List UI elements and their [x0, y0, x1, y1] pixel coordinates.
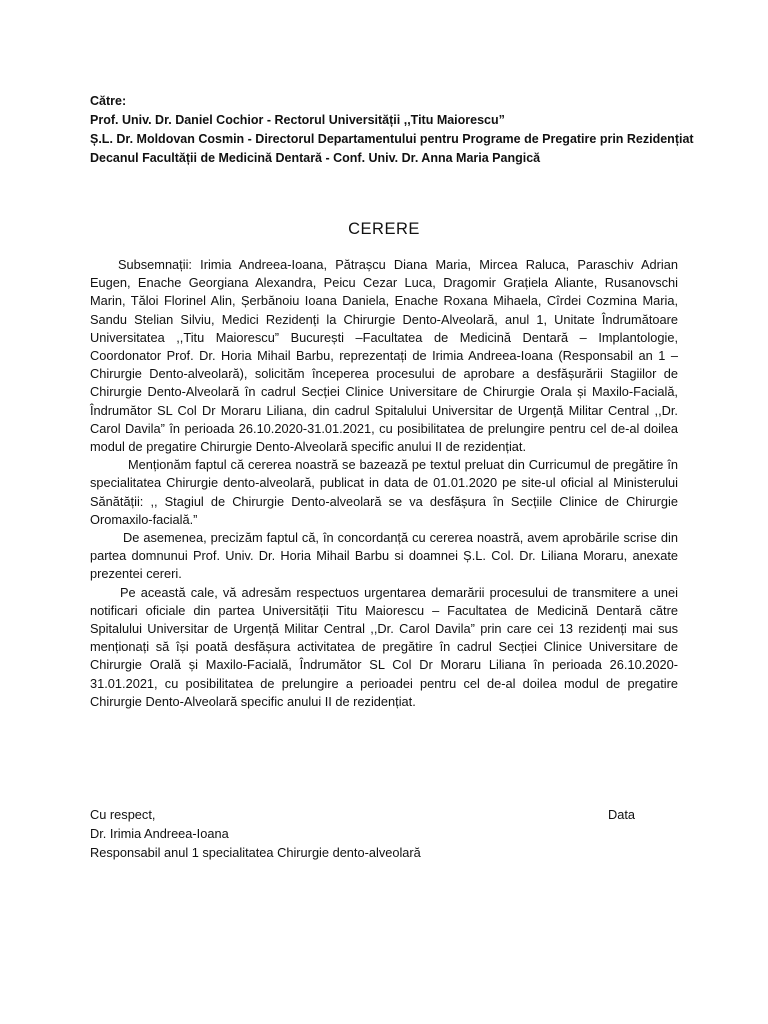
- paragraph-request: Subsemnații: Irimia Andreea-Ioana, Pătrașcu Diana Maria, Mircea Raluca, Paraschiv Adrian Eugen, Enache Georgiana Alexandra, Peicu Cezar Luca, Dragomir Grațiela Aliante, Rusanovschi Marin, Tăloi Florinel Alin, Șerbănoiu Ioana Daniela, Enache Roxana Mihaela, Cîrdei Cozmina Maria, Sandu Stelian Silviu, Medici Rezidenți la Chirurgie Dento-Alveolară, anul 1, Unitate Îndrumătoare Universitatea ,,Titu Maiorescu” București –Facultatea de Medicină Dentară – Implantologie, Coordonator Prof. Dr. Horia Mihail Barbu, reprezentați de Irimia Andreea-Ioana (Responsabil an 1 – Chirurgie Dento-alveolară), solicităm începerea procesului de aprobare a desfășurării Stagiilor de Chirurgie Dento-Alveolară în cadrul Secției Clinice Universitare de Chirurgie Orala și Maxilo-Facială, Îndrumător SL Col Dr Moraru Liliana, din cadrul Spitalului Universitar de Urgență Militar Central ,,Dr. Carol Davila” în perioada 26.10.2020-31.01.2021, cu posibilitatea de prelungire pentru cel de-al doilea modul de pregatire Chirurgie Dento-Alveolară specific anului II de rezidențiat.: [90, 257, 678, 455]
- addressee-line-director: Ș.L. Dr. Moldovan Cosmin - Directorul Departamentului pentru Programe de Pregatire prin Rezidențiat: [90, 132, 694, 146]
- signatory-name: Dr. Irimia Andreea-Ioana: [90, 826, 229, 841]
- addressee-line-dean: Decanul Facultății de Medicină Dentară - Conf. Univ. Dr. Anna Maria Pangică: [90, 151, 541, 165]
- paragraph-urgency: Pe această cale, vă adresăm respectuos urgentarea demarării procesului de transmitere a unei notificari oficiale din partea Universității Titu Maiorescu – Facultatea de Medicină Dentară către Spitalului Universitar de Urgență Militar Central ,,Dr. Carol Davila” prin care cei 13 rezidenți mai sus menționați să își poată desfășura activitatea de pregătire în cadrul Secției Clinice Universitare de Chirurgie Orală și Maxilo-Facială, Îndrumător SL Col Dr Moraru Liliana în perioada 26.10.2020-31.01.2021, cu posibilitatea de prelungire a perioadei pentru cel de-al doilea modul de pregatire Chirurgie Dento-Alveolară specific anului II de rezidențiat.: [90, 584, 678, 709]
- addressee-block: [90, 92, 730, 168]
- signatory-role: Responsabil anul 1 specialitatea Chirurgie dento-alveolară: [90, 845, 421, 860]
- paragraph-curriculum: Menționăm faptul că cererea noastră se bazează pe textul preluat din Curricumul de pregătire în specialitatea Chirurgie dento-alveolară, publicat in data de 01.01.2020 pe site-ul oficial al Ministerului Sănătății: ,, Stagiul de Chirurgie Dento-alveolară se va desfășura în Secțiile Clinice de Chirurgie Oromaxilo-facială.”: [90, 457, 678, 527]
- addressee-line-rector: Prof. Univ. Dr. Daniel Cochior - Rectorul Universității ,,Titu Maiorescu”: [90, 113, 505, 127]
- addressee-label: Către:: [90, 94, 127, 108]
- closing-block: [90, 805, 690, 862]
- document-title: CERERE: [348, 220, 420, 238]
- document-body: [90, 256, 678, 711]
- closing-salutation: Cu respect,: [90, 807, 156, 822]
- date-label: Data: [608, 807, 636, 822]
- paragraph-approvals: De asemenea, precizăm faptul că, în concordanță cu cererea noastră, avem aprobările scrise din partea domnunui Prof. Univ. Dr. Horia Mihail Barbu si doamnei Ș.L. Col. Dr. Liliana Moraru, anexate prezentei cereri.: [90, 530, 678, 582]
